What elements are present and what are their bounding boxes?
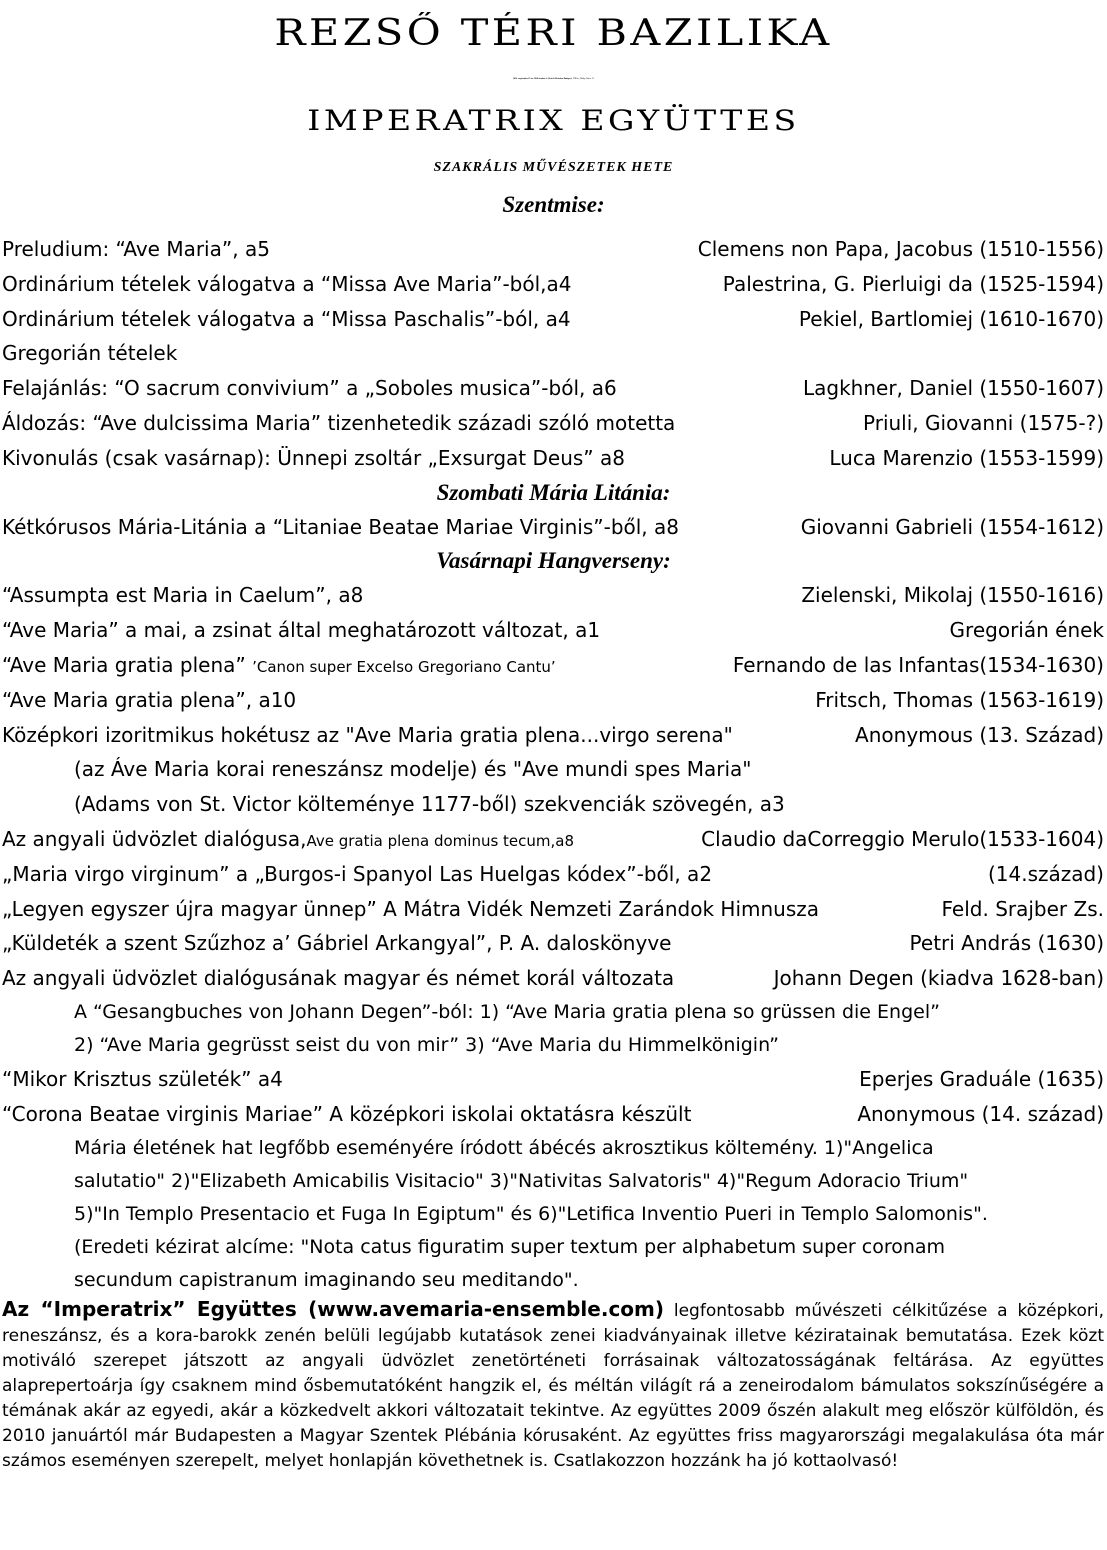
concert-list <box>0 578 1107 1296</box>
piece-subtitle: Ave gratia plena dominus tecum,a8 <box>306 831 575 850</box>
piece-title: Az angyali üdvözlet dialógusa, <box>2 826 307 851</box>
piece-note: secundum capistranum imaginando seu meditando". <box>74 1268 579 1291</box>
mass-list <box>0 232 1107 476</box>
composer: Fritsch, Thomas (1563-1619) <box>815 687 1104 712</box>
piece-title: “Ave Maria gratia plena” <box>2 652 253 677</box>
program-note-row <box>0 1029 1107 1062</box>
program-row <box>0 510 1107 545</box>
section-litany-heading: Szombati Mária Litánia: <box>436 479 671 505</box>
program-row <box>0 1062 1107 1097</box>
ensemble-name-link: Az “Imperatrix” Együttes (www.avemaria-ensemble.com) <box>2 1296 665 1321</box>
program-note-row <box>0 1264 1107 1297</box>
event-date-line <box>0 64 1107 94</box>
composer: Palestrina, G. Pierluigi da (1525-1594) <box>722 271 1104 296</box>
piece-note: salutatio" 2)"Elizabeth Amicabilis Visitacio" 3)"Nativitas Salvatoris" 4)"Regum Adoracio Trium" <box>74 1169 969 1192</box>
piece-title: Felajánlás: “O sacrum convivium” a „Soboles musica”-ból, a6 <box>2 376 617 401</box>
composer: Petri András (1630) <box>909 931 1104 956</box>
program-note-row <box>0 996 1107 1029</box>
program-note-row <box>0 787 1107 822</box>
program-note-row <box>0 1198 1107 1231</box>
piece-title: Preludium: “Ave Maria”, a5 <box>2 237 270 261</box>
piece-note: A “Gesangbuches von Johann Degen”-ból: 1) “Ave Maria gratia plena so grüssen die Engel” <box>74 1000 940 1023</box>
piece-note: 2) “Ave Maria gegrüsst seist du von mir” 3) “Ave Maria du Himmelkönigin” <box>74 1033 779 1056</box>
program-row <box>0 1097 1107 1132</box>
program-row <box>0 371 1107 406</box>
program-row <box>0 267 1107 302</box>
piece-title: Ordinárium tételek válogatva a “Missa Paschalis”-ból, a4 <box>2 306 571 331</box>
event-date: 2010. szeptember 25-én, 18:00 órakor, és 26-án 9:00 órakor Budapest <box>512 78 572 80</box>
event-address: , VIII.ker, Bláthy Ottó u. 22 <box>571 78 595 80</box>
piece-note: (az Áve Maria korai reneszánsz modelje) és "Ave mundi spes Maria" <box>74 757 752 782</box>
piece-title: “Ave Maria gratia plena”, a10 <box>2 687 297 712</box>
composer: Eperjes Graduále (1635) <box>859 1066 1104 1091</box>
composer: (14.század) <box>987 861 1104 886</box>
section-concert-heading: Vasárnapi Hangverseny: <box>436 548 671 574</box>
program-row <box>0 857 1107 892</box>
church-title: REZSŐ TÉRI BAZILIKA <box>274 13 833 54</box>
program-note-row <box>0 752 1107 787</box>
program-row <box>0 613 1107 648</box>
composer: Anonymous (13. Század) <box>855 722 1104 747</box>
piece-title: „Maria virgo virginum” a „Burgos-i Spanyol Las Huelgas kódex”-ből, a2 <box>2 861 713 886</box>
piece-title-group <box>2 822 574 859</box>
program-row <box>0 232 1107 267</box>
program-note-row <box>0 1165 1107 1198</box>
composer: Priuli, Giovanni (1575-?) <box>863 410 1104 435</box>
piece-title: „Legyen egyszer újra magyar ünnep” A Mátra Vidék Nemzeti Zarándok Himnusza <box>2 896 820 921</box>
piece-title: Kétkórusos Mária-Litánia a “Litaniae Beatae Mariae Virginis”-ből, a8 <box>2 514 680 539</box>
composer: Lagkhner, Daniel (1550-1607) <box>803 376 1104 401</box>
composer: Luca Marenzio (1553-1599) <box>829 445 1104 470</box>
piece-title: Az angyali üdvözlet dialógusának magyar és német korál változata <box>2 966 675 991</box>
piece-title: “Mikor Krisztus születék” a4 <box>2 1066 283 1091</box>
program-row <box>0 578 1107 613</box>
composer: Anonymous (14. század) <box>857 1101 1104 1126</box>
event-subtitle: SZAKRÁLIS MŰVÉSZETEK HETE <box>433 160 674 175</box>
program-row <box>0 441 1107 476</box>
program-row <box>0 961 1107 996</box>
program-row <box>0 302 1107 337</box>
program-row <box>0 336 1107 371</box>
piece-title: Ordinárium tételek válogatva a “Missa Ave Maria”-ból,a4 <box>2 271 572 296</box>
program-note-row <box>0 1231 1107 1264</box>
program-row <box>0 822 1107 857</box>
program-row <box>0 683 1107 718</box>
piece-subtitle: ’Canon super Excelso Gregoriano Cantu’ <box>252 657 556 676</box>
piece-note: (Eredeti kézirat alcíme: "Nota catus figuratim super textum per alphabetum super coronam <box>74 1235 946 1258</box>
description-text: legfontosabb művészeti célkitűzése a középkori, reneszánsz, és a kora-barokk zenén belüli legújabb kutatások zenei kiadványainak illetve kéziratainak bemutatása. Ezek közt motiváló szerepet játszott az angyali üdvözlet zenetörténeti forrásainak változatosságának feltárása. Az együttes alaprepertoárja így csaknem mind ősbemutatóként hangzik el, és méltán világít rá a zeneirodalom bámulatos sokszínűségére a témának akár az egyedi, akár a közkedvelt akkori változatait tekintve. Az együttes 2009 őszén alakult meg először külföldön, és 2010 januártól már Budapesten a Magyar Szentek Plébánia kórusaként. Az együttes friss magyarországi megalakulása óta már számos eseményen szerepelt, melyet honlapján követhetnek is. Csatlakozzon hozzánk ha jó kottaolvasó! <box>2 1300 1105 1471</box>
piece-title: Gregorián tételek <box>2 341 178 366</box>
piece-title: Áldozás: “Ave dulcissima Maria” tizenhetedik századi szóló motetta <box>2 410 676 435</box>
piece-title: “Ave Maria” a mai, a zsinat által meghatározott változat, a1 <box>2 618 601 643</box>
composer: Fernando de las Infantas(1534-1630) <box>732 652 1104 677</box>
program-row <box>0 718 1107 753</box>
program-row <box>0 648 1107 683</box>
composer: Claudio daCorreggio Merulo(1533-1604) <box>701 826 1104 851</box>
piece-note: 5)"In Templo Presentacio et Fuga In Egiptum" és 6)"Letifica Inventio Pueri in Templo Salomonis". <box>74 1202 988 1225</box>
composer: Pekiel, Bartlomiej (1610-1670) <box>798 306 1104 331</box>
ensemble-description <box>0 1297 1107 1474</box>
piece-title-group <box>2 648 556 685</box>
piece-title: Középkori izoritmikus hokétusz az "Ave Maria gratia plena...virgo serena" <box>2 722 733 747</box>
program-note-row <box>0 1132 1107 1165</box>
piece-note: Mária életének hat legfőbb eseményére íródott ábécés akrosztikus költemény. 1)"Angelica <box>74 1136 934 1159</box>
ensemble-title: IMPERATRIX EGYÜTTES <box>307 104 800 137</box>
section-mass-heading: Szentmise: <box>502 192 605 217</box>
composer: Zielenski, Mikolaj (1550-1616) <box>801 583 1104 608</box>
composer: Johann Degen (kiadva 1628-ban) <box>773 966 1104 991</box>
piece-title: „Küldeték a szent Szűzhoz a’ Gábriel Arkangyal”, P. A. daloskönyve <box>2 931 672 956</box>
composer: Giovanni Gabrieli (1554-1612) <box>800 514 1104 539</box>
composer: Gregorián ének <box>949 618 1104 643</box>
piece-title: “Assumpta est Maria in Caelum”, a8 <box>2 583 364 608</box>
piece-note: (Adams von St. Victor költeménye 1177-ből) szekvenciák szövegén, a3 <box>74 792 785 817</box>
composer: Clemens non Papa, Jacobus (1510-1556) <box>697 237 1104 261</box>
composer: Feld. Srajber Zs. <box>941 896 1104 921</box>
piece-title: “Corona Beatae virginis Mariae” A középkori iskolai oktatásra készült <box>2 1101 692 1126</box>
program-row <box>0 926 1107 961</box>
piece-title: Kivonulás (csak vasárnap): Ünnepi zsoltár „Exsurgat Deus” a8 <box>2 445 626 470</box>
program-row <box>0 406 1107 441</box>
program-row <box>0 892 1107 927</box>
